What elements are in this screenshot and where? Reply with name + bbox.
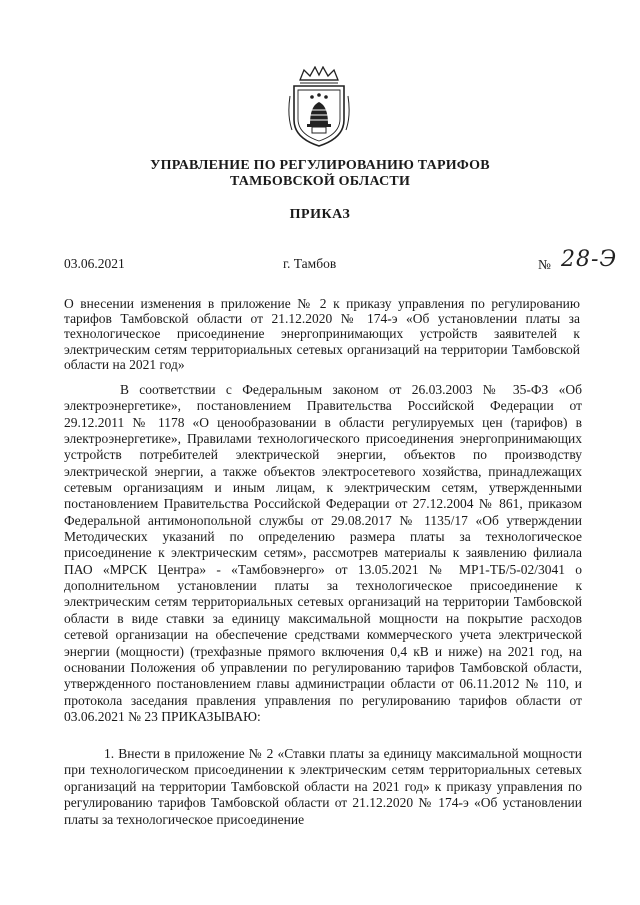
document-date: 03.06.2021 bbox=[64, 256, 125, 271]
document-type-title: ПРИКАЗ bbox=[289, 207, 351, 222]
document-subject: О внесении изменения в приложение № 2 к приказу управления по регулированию тарифов Тамбовской области от 21.12.2020 № 174-э «Об установлении платы за технологическое присоединение энергопринимающих устройств заявителей к электрическим сетям территориальных сетевых организаций на территории Тамбовской области на 2021 год» bbox=[64, 296, 580, 372]
document-city: г. Тамбов bbox=[283, 256, 337, 271]
document-number-handwritten: 28-Э bbox=[561, 247, 618, 272]
tambov-coat-of-arms-icon bbox=[286, 66, 352, 150]
order-item-1: 1. Внести в приложение № 2 «Ставки платы за единицу максимальной мощности при технологическом присоединении к электрическим сетям территориальных сетевых организаций на территории Тамбовской области на 2021 год» к приказу управления по регулированию тарифов Тамбовской области от 21.12.2020 № 174-э «Об установлении платы за технологическое присоединение bbox=[64, 746, 582, 827]
organization-name-line2: ТАМБОВСКОЙ ОБЛАСТИ bbox=[229, 174, 411, 189]
organization-name-line1: УПРАВЛЕНИЕ ПО РЕГУЛИРОВАНИЮ ТАРИФОВ bbox=[150, 158, 490, 173]
document-number-label: № bbox=[538, 257, 551, 272]
preamble-paragraph: В соответствии с Федеральным законом от 26.03.2003 № 35-ФЗ «Об электроэнергетике», постановлением Правительства Российской Федерации от 29.12.2011 № 1178 «О ценообразовании в области регулируемых цен (тарифов) в электроэнергетике», Правилами технологического присоединения энергопринимающих устройств потребителей электрической энергии, объектов по производству электрической энергии, а также объектов электросетевого хозяйства, принадлежащих сетевым организациям и иным лицам, к электрическим сетям, утвержденными постановлением Правительства Российской Федерации от 27.12.2004 № 861, приказом Федеральной антимонопольной службы от 29.08.2017 № 1135/17 «Об утверждении Методических указаний по определению размера платы за технологическое присоединение к электрическим сетям», рассмотрев материалы к заявлению филиала ПАО «МРСК Центра» - «Тамбовэнерго» от 13.05.2021 № МР1-ТБ/5-02/3041 о дополнительном установлении платы за технологическое присоединение к электрическим сетям территориальных сетевых организаций на территории Тамбовской области в виде ставки за единицу максимальной мощности на покрытие расходов сетевой организации на обеспечение средствами коммерческого учета электрической энергии (мощности) (трехфазные прямого включения 0,4 кВ и ниже) на 2021 год, на основании Положения об управлении по регулированию тарифов Тамбовской области, утвержденного постановлением главы администрации области от 06.11.2012 № 110, и протокола заседания правления управления по регулированию тарифов области от 03.06.2021 № 23 ПРИКАЗЫВАЮ: bbox=[64, 382, 582, 724]
